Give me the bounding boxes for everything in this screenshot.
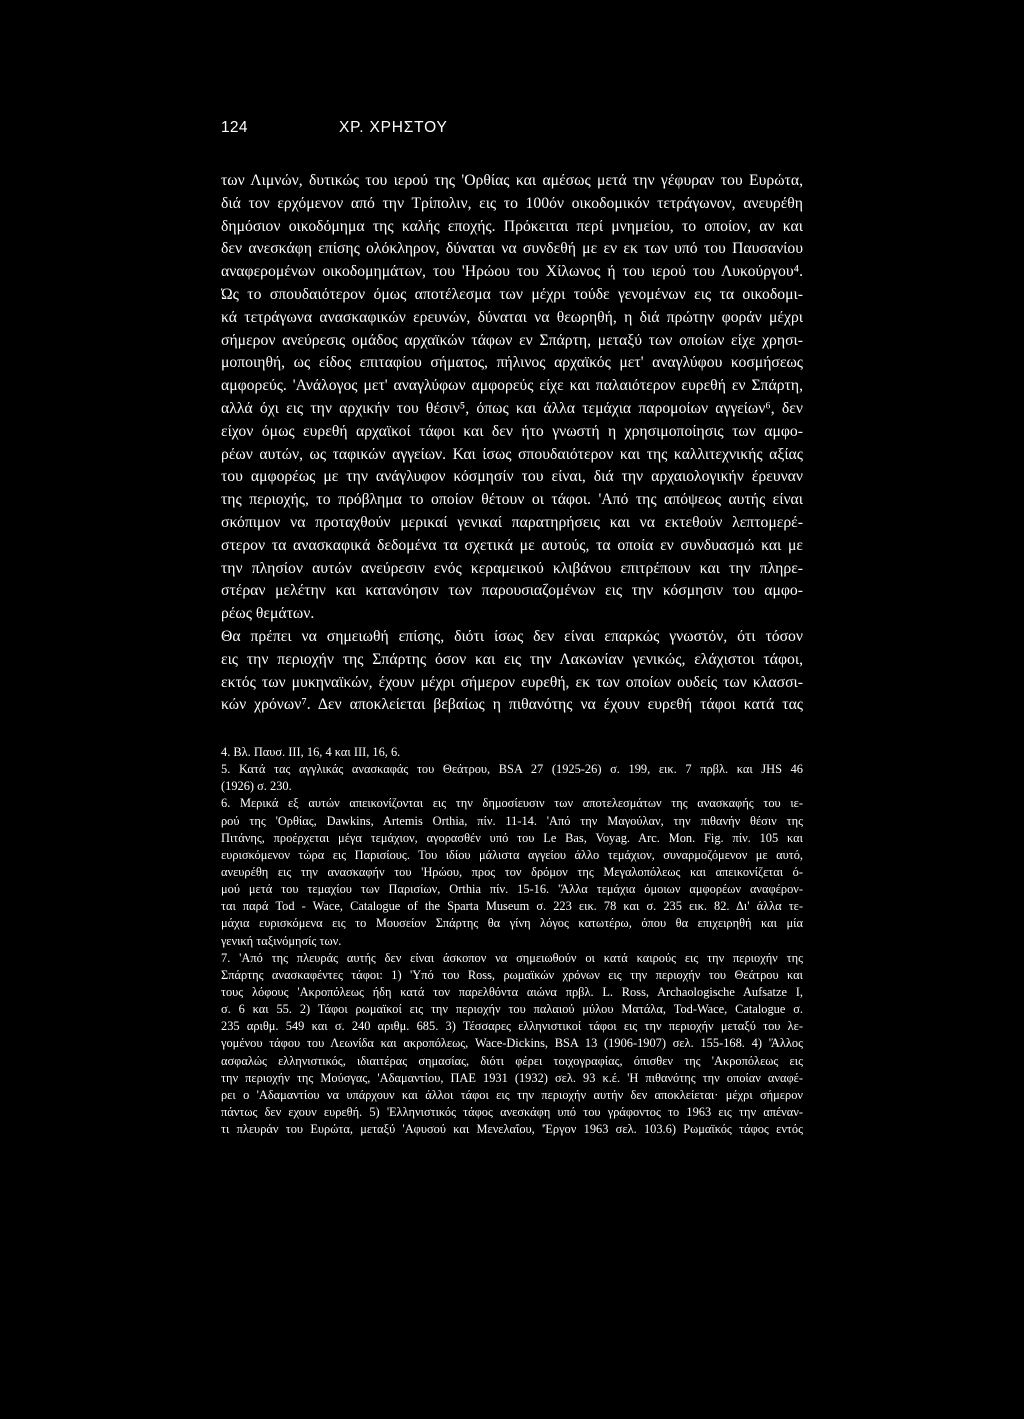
text-line: του αμφορέως με την ανάγλυφον κόσμησίν του είναι, διά την αρχαιολογικήν έρευναν <box>221 468 803 486</box>
footnote-line: μάχια ευρισκόμενα εις το Μουσείον Σπάρτης θα γίνη λόγος κατωτέρω, όπου θα επιχειρηθή και μία <box>221 916 803 931</box>
footnote-line: ασφαλώς ελληνιστικός, ιδιαιτέρας σημασίας, διότι φέρει τοιχογραφίας, όπισθεν της 'Ακροπόλεως εις <box>221 1053 803 1068</box>
text-line: την πλησίον αυτών ανεύρεσιν ενός κεραμεικού κλιβάνου επιτρέπουν και την πληρε- <box>221 559 803 577</box>
running-head <box>221 119 803 141</box>
footnote-line: ται παρά Tod - Wace, Catalogue of the Sparta Museum σ. 223 εικ. 78 και σ. 235 εικ. 82. Δι' άλλα τε- <box>221 899 803 914</box>
text-line: των Λιμνών, δυτικώς του ιερού της 'Ορθίας και αμέσως μετά την γέφυραν του Ευρώτα, <box>221 172 803 189</box>
running-head-author: ΧΡ. ΧΡΗΣΤΟΥ <box>339 119 448 136</box>
text-line: μοποιηθή, ως είδος επιταφίου σήματος, πήλινος αρχαϊκός μετ' αναγλύφου κοσμήσεως <box>221 354 803 372</box>
text-line: ρέως θεμάτων. <box>221 605 315 623</box>
footnote-line: την περιοχήν της Μούσγας, 'Αδαμαντίου, ΠΑΕ 1931 (1932) σελ. 93 κ.έ. 'Η πιθανότης την οποίαν αναφέ- <box>221 1070 803 1085</box>
footnote-line: 5. Κατά τας αγγλικάς ανασκαφάς του Θεάτρου, BSA 27 (1925-26) σ. 199, εικ. 7 πρβλ. και JHS 46 <box>221 762 803 777</box>
text-line: κά τετράγωνα ανασκαφικών ερευνών, δύναται να θεωρηθή, η διά πρώτην φοράν μέχρι <box>221 308 803 326</box>
text-line: αναφερομένων οικοδομημάτων, του 'Ηρώου του Χίλωνος ή του ιερού του Λυκούργου⁴. <box>221 263 803 281</box>
page-number: 124 <box>221 119 248 136</box>
footnote-line: 7. 'Από της πλευράς αυτής δεν είναι άσκοπον να σημειωθούν οι κατά καιρούς εις την περιοχήν της <box>221 950 803 965</box>
footnote-line: (1926) σ. 230. <box>221 779 292 794</box>
text-line: κών χρόνων⁷. Δεν αποκλείεται βεβαίως η πιθανότης να έχουν ευρεθή τάφοι κατά τας <box>221 696 803 714</box>
footnotes <box>221 744 803 1138</box>
text-line: στερον τα ανασκαφικά δεδομένα τα σχετικά με αυτούς, τα οποία εν συνδυασμώ και με <box>221 536 803 554</box>
main-text <box>221 170 803 717</box>
text-line: αμφορεύς. 'Ανάλογος μετ' αναγλύφων αμφορεύς είχε και παλαιότερον ευρεθή εν Σπάρτη, <box>221 377 803 395</box>
footnote-line: μού μετά του τεμαχίου των Παρισίων, Orthia πίν. 15-16. 'Άλλα τεμάχια όμοιων αμφορέων αναφέρον- <box>221 882 803 897</box>
footnote-line: Πιτάνης, προέρχεται μέγα τεμάχιον, αγορασθέν υπό του Le Bas, Voyag. Arc. Mon. Fig. πίν. 105 και <box>221 830 803 845</box>
text-line: σκόπιμον να προταχθούν μερικαί γενικαί παρατηρήσεις και να εκτεθούν λεπτομερέ- <box>221 513 803 531</box>
text-line: εις την περιοχήν της Σπάρτης όσον και εις την Λακωνίαν γενικώς, ελάχιστοι τάφοι, <box>221 650 803 668</box>
footnote-line: γομένου τάφου του Λεωνίδα και ακροπόλεως, Wace-Dickins, BSA 13 (1906-1907) σελ. 155-168. 4) 'Άλλος <box>221 1036 803 1051</box>
text-line: της περιοχής, το πρόβλημα το οποίον θέτουν οι τάφοι. 'Από της απόψεως αυτής είναι <box>221 491 803 509</box>
footnote-line: γενική ταξινόμησίς των. <box>221 933 342 948</box>
text-line: Ώς το σπουδαιότερον όμως αποτέλεσμα των μέχρι τούδε γενομένων εις τα οικοδομι- <box>221 285 803 303</box>
text-line: σήμερον ανεύρεσις ομάδος αρχαϊκών τάφων εν Σπάρτη, μεταξύ των οποίων είχε χρησι- <box>221 331 803 349</box>
footnote-line: ευρισκόμενον τώρα εις Παρισίους. Του ιδίου μάλιστα αγγείου άλλο τεμάχιον, συναρμοζόμενον με αυτό, <box>221 847 803 862</box>
footnote-line: Σπάρτης ανασκαφέντες τάφοι: 1) 'Υπό του Ross, ρωμαϊκών χρόνων εις την περιοχήν του Θεάτρου και <box>221 967 803 982</box>
footnote-line: ρει ο 'Αδαμαντίου να υπάρχουν και άλλοι τάφοι εις την περιοχήν αυτήν δεν αποκλείεται· μέχρι σήμερον <box>221 1087 803 1102</box>
text-line: εκτός των μυκηναϊκών, έχουν μέχρι σήμερον ευρεθή, εκ των οποίων ουδείς των κλασσι- <box>221 673 803 691</box>
footnote-line: τι πλευράν του Ευρώτα, μεταξύ 'Αφυσού και Μενελαΐου, 'Έργον 1963 σελ. 103.6) Ρωμαϊκός τάφος εντός <box>221 1122 803 1137</box>
text-line: δημόσιον οικοδόμημα της καλής εποχής. Πρόκειται περί μνημείου, το οποίον, αν και <box>221 217 803 235</box>
text-line: Θα πρέπει να σημειωθή επίσης, διότι ίσως δεν είναι επαρκώς γνωστόν, ότι τόσον <box>221 627 803 645</box>
footnote-line: σ. 6 και 55. 2) Τάφοι ρωμαϊκοί εις την περιοχήν του παλαιού μύλου Ματάλα, Tod-Wace, Catalogue σ. <box>221 1002 803 1017</box>
text-line: είχον όμως ευρεθή αρχαϊκοί τάφοι και δεν ήτο γνωστή η χρησιμοποίησις των αμφο- <box>221 422 803 440</box>
footnote-line: 235 αριθμ. 549 και σ. 240 αριθμ. 685. 3) Τέσσαρες ελληνιστικοί τάφοι εις την περιοχήν μεταξύ του λε- <box>221 1019 803 1034</box>
text-line: ρέων αυτών, ως ταφικών αγγείων. Και ίσως σπουδαιότερον και της καλλιτεχνικής αξίας <box>221 445 803 463</box>
text-line: αλλά όχι εις την αρχικήν του θέσιν⁵, όπως και άλλα τεμάχια παρομοίων αγγείων⁶, δεν <box>221 399 803 417</box>
text-line: διά τον ερχόμενον από την Τρίπολιν, εις το 100όν οικοδομικόν τετράγωνον, ανευρέθη <box>221 194 803 212</box>
footnote-line: 4. Βλ. Παυσ. III, 16, 4 και III, 16, 6. <box>221 745 401 759</box>
footnote-line: ανευρέθη εις την ανασκαφήν του 'Ηρώου, προς τον δρόμον της Μεγαλοπόλεως και απεικονίζεται ό- <box>221 864 803 879</box>
footnote-line: ρού της 'Ορθίας, Dawkins, Artemis Orthia, πίν. 11-14. 'Από την Μαγούλαν, την πιθανήν θέσιν της <box>221 813 803 828</box>
footnote-line: πάντως δεν εχουν ευρεθή. 5) 'Ελληνιστικός τάφος ανεσκάφη υπό του γράφοντος το 1963 εις την απέναν- <box>221 1104 803 1119</box>
footnote-line: 6. Μερικά εξ αυτών απεικονίζονται εις την δημοσίευσιν των αποτελεσμάτων της ανασκαφής του ιε- <box>221 796 803 811</box>
footnote-line: τους λόφους 'Ακροπόλεως ήδη κατά τον παρελθόντα αιώνα πρβλ. L. Ross, Archaologische Aufsatze I, <box>221 984 803 999</box>
text-line: δεν ανεσκάφη επίσης ολόκληρον, δύναται να συνδεθή με εν εκ των υπό του Παυσανίου <box>221 240 803 258</box>
text-line: στέραν μελέτην και κατανόησιν των παρουσιαζομένων εις την κόσμησιν του αμφο- <box>221 582 803 600</box>
